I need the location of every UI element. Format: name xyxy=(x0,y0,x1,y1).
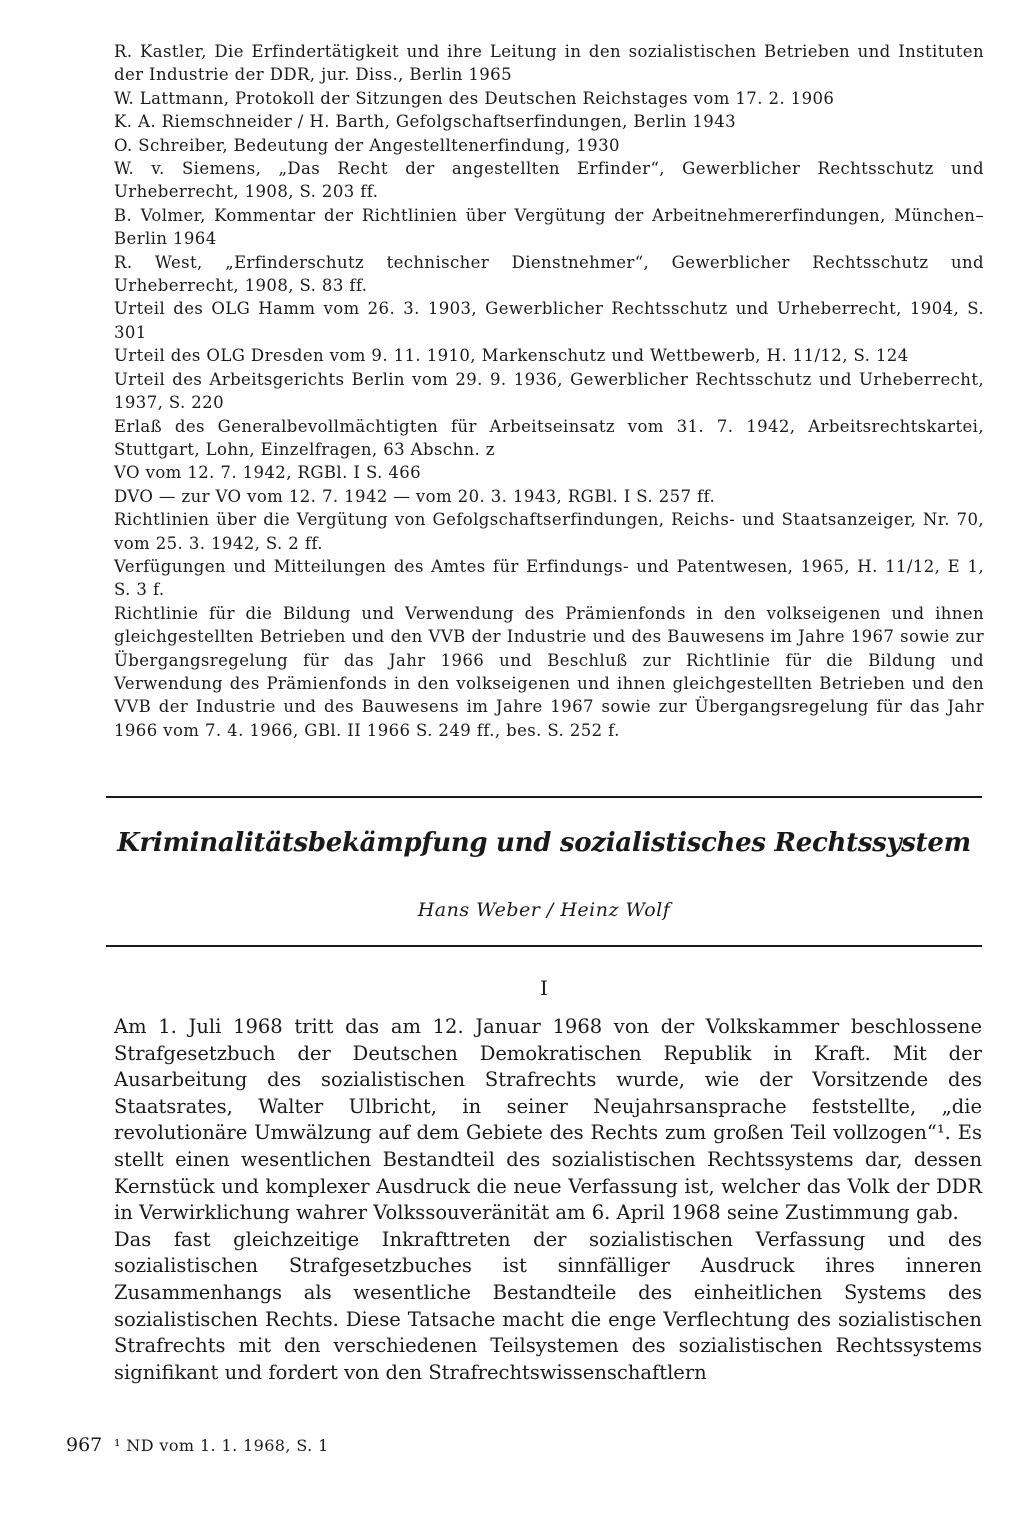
reference-list xyxy=(114,40,984,742)
section-divider xyxy=(106,796,982,798)
reference-entry: Verfügungen und Mitteilungen des Amtes für Erfindungs- und Patentwesen, 1965, H. 11/12, E 1, S. 3 f. xyxy=(114,556,984,600)
section-number: I xyxy=(540,976,548,1000)
reference-entry: Urteil des OLG Hamm vom 26. 3. 1903, Gewerblicher Rechtsschutz und Urheberrecht, 1904, S. 301 xyxy=(114,299,984,342)
reference-entry: DVO — zur VO vom 12. 7. 1942 — vom 20. 3. 1943, RGBl. I S. 257 ff. xyxy=(114,486,716,506)
body-paragraph: Am 1. Juli 1968 tritt das am 12. Januar 1968 von der Volkskammer beschlossene Strafgesetzbuch der Deutschen Demokratischen Republik in Kraft. Mit der Ausarbeitung des sozialistischen Strafrechts wurde, wie der Vorsitzende des Staatsrates, Walter Ulbricht, in seiner Neujahrsansprache feststellte, „die revolutionäre Umwälzung auf dem Gebiete des Rechts zum großen Teil vollzogen“¹. Es stellt einen wesentlichen Bestandteil des sozialistischen Rechtssystems dar, dessen Kernstück und komplexer Ausdruck die neue Verfassung ist, welcher das Volk der DDR in Verwirklichung wahrer Volkssouveränität am 6. April 1968 seine Zustimmung gab. xyxy=(114,1015,982,1225)
reference-entry: B. Volmer, Kommentar der Richtlinien über Vergütung der Arbeitnehmererfindungen, München–Berlin 1964 xyxy=(114,205,984,249)
reference-entry: O. Schreiber, Bedeutung der Angestelltenerfindung, 1930 xyxy=(114,135,620,155)
reference-entry: R. Kastler, Die Erfindertätigkeit und ihre Leitung in den sozialistischen Betrieben und Instituten der Industrie der DDR, jur. Diss., Berlin 1965 xyxy=(114,42,984,85)
reference-entry: R. West, „Erfinderschutz technischer Dienstnehmer“, Gewerblicher Rechtsschutz und Urheberrecht, 1908, S. 83 ff. xyxy=(114,252,984,296)
reference-entry: Richtlinie für die Bildung und Verwendung des Prämienfonds in den volkseigenen und ihnen gleichgestellten Betrieben und den VVB der Industrie und des Bauwesens im Jahre 1967 sowie zur Übergangsregelung für das Jahr 1966 und Beschluß zur Richtlinie für die Bildung und Verwendung des Prämienfonds in den volkseigenen und ihnen gleichgestellten Betrieben und den VVB der Industrie und des Bauwesens im Jahre 1967 sowie zur Übergangsregelung für das Jahr 1966 vom 7. 4. 1966, GBl. II 1966 S. 249 ff., bes. S. 252 f. xyxy=(114,603,984,740)
reference-entry: K. A. Riemschneider / H. Barth, Gefolgschaftserfindungen, Berlin 1943 xyxy=(114,112,736,132)
reference-entry: Richtlinien über die Vergütung von Gefolgschaftserfindungen, Reichs- und Staatsanzeiger, Nr. 70, vom 25. 3. 1942, S. 2 ff. xyxy=(114,510,984,553)
article-title: Kriminalitätsbekämpfung und sozialistisches Rechtssystem xyxy=(117,828,971,858)
article-body xyxy=(114,1014,982,1386)
reference-entry: W. v. Siemens, „Das Recht der angestellten Erfinder“, Gewerblicher Rechtsschutz und Urheberrecht, 1908, S. 203 ff. xyxy=(114,159,984,202)
footnote: ¹ ND vom 1. 1. 1968, S. 1 xyxy=(114,1436,329,1455)
article-authors: Hans Weber / Heinz Wolf xyxy=(417,899,671,921)
reference-entry: Urteil des Arbeitsgerichts Berlin vom 29. 9. 1936, Gewerblicher Rechtsschutz und Urheberrecht, 1937, S. 220 xyxy=(114,369,984,413)
page-number: 967 xyxy=(66,1434,103,1456)
reference-entry: Urteil des OLG Dresden vom 9. 11. 1910, Markenschutz und Wettbewerb, H. 11/12, S. 124 xyxy=(114,346,909,366)
title-divider xyxy=(106,945,982,947)
reference-entry: W. Lattmann, Protokoll der Sitzungen des Deutschen Reichstages vom 17. 2. 1906 xyxy=(114,88,835,108)
reference-entry: VO vom 12. 7. 1942, RGBl. I S. 466 xyxy=(114,463,422,483)
reference-entry: Erlaß des Generalbevollmächtigten für Arbeitseinsatz vom 31. 7. 1942, Arbeitsrechtskartei, Stuttgart, Lohn, Einzelfragen, 63 Abschn. z xyxy=(114,416,984,459)
body-paragraph: Das fast gleichzeitige Inkrafttreten der sozialistischen Verfassung und des sozialistischen Strafgesetzbuches ist sinnfälliger Ausdruck ihres inneren Zusammenhangs als wesentliche Bestandteile des einheitlichen Systems des sozialistischen Rechts. Diese Tatsache macht die enge Verflechtung des sozialistischen Strafrechts mit den verschiedenen Teilsystemen des sozialistischen Rechtssystems signifikant und fordert von den Strafrechtswissenschaftlern xyxy=(114,1227,982,1384)
